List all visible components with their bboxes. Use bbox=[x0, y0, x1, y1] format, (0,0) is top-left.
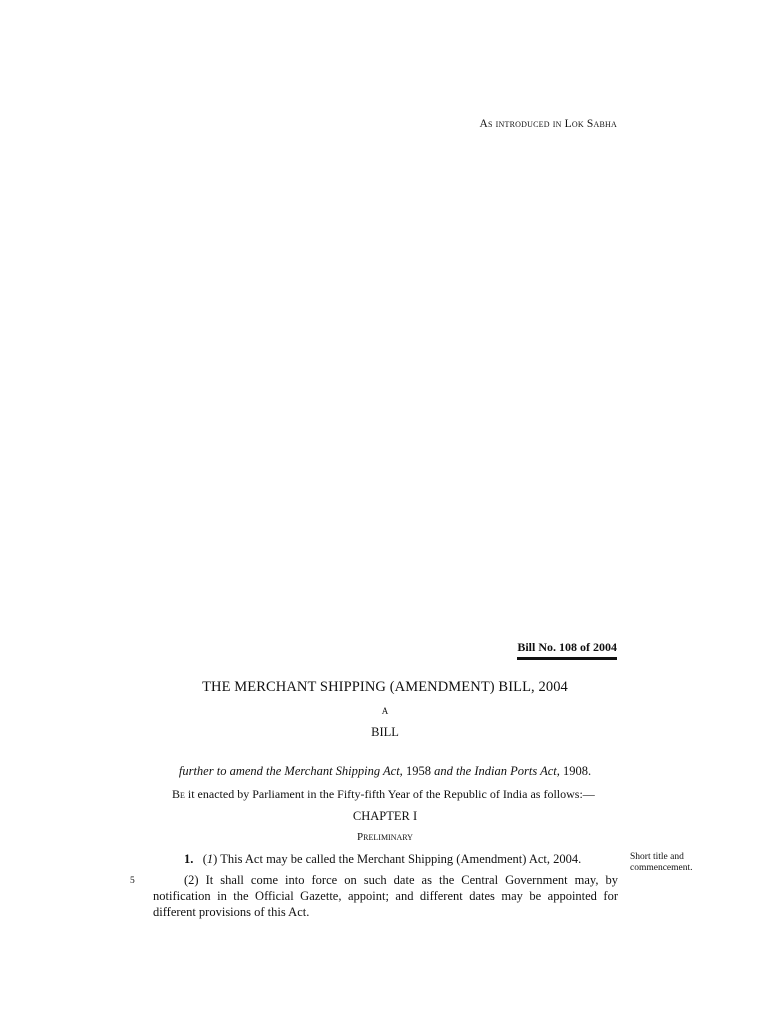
long-title bbox=[152, 764, 618, 779]
preliminary-heading: Preliminary bbox=[357, 831, 413, 843]
long-title-year2: 1908. bbox=[559, 764, 592, 778]
enacting-text: it enacted by Parliament in the Fifty-fifth Year of the Republic of India as follows:— bbox=[184, 787, 595, 801]
enacting-formula bbox=[172, 787, 618, 802]
margin-note-line1: Short title and bbox=[630, 852, 684, 862]
article-a: A bbox=[381, 706, 389, 716]
chapter-heading: CHAPTER I bbox=[352, 809, 418, 823]
line-number: 5 bbox=[130, 876, 135, 886]
bill-number: Bill No. 108 of 2004 bbox=[517, 640, 617, 660]
subsection-2-label: (2) bbox=[184, 873, 199, 887]
introduced-in-lok-sabha: As introduced in Lok Sabha bbox=[479, 118, 617, 130]
section-1-subsection-2 bbox=[153, 872, 618, 920]
section-number: 1. bbox=[184, 852, 194, 866]
enacting-first-word: Be bbox=[172, 787, 185, 801]
long-title-part2: and the Indian Ports Act, bbox=[434, 764, 560, 778]
margin-note bbox=[630, 852, 720, 874]
bill-number-block bbox=[480, 638, 617, 660]
subsection-2-text: It shall come into force on such date as the Central Government may, by notification in the Official Gazette, appoint; and different dates may be appointed for different provisions of this Act. bbox=[153, 873, 618, 919]
subsection-1-label: (1) bbox=[202, 852, 218, 866]
bill-heading: BILL bbox=[371, 725, 399, 739]
long-title-year1: 1958 bbox=[402, 764, 435, 778]
bill-title: THE MERCHANT SHIPPING (AMENDMENT) BILL, 2004 bbox=[202, 679, 568, 695]
long-title-part1: further to amend the Merchant Shipping Act, bbox=[178, 764, 403, 778]
section-1-subsection-1 bbox=[184, 852, 618, 867]
subsection-1-text: This Act may be called the Merchant Shipping (Amendment) Act, 2004. bbox=[217, 852, 582, 866]
margin-note-line2: commencement. bbox=[630, 863, 693, 873]
